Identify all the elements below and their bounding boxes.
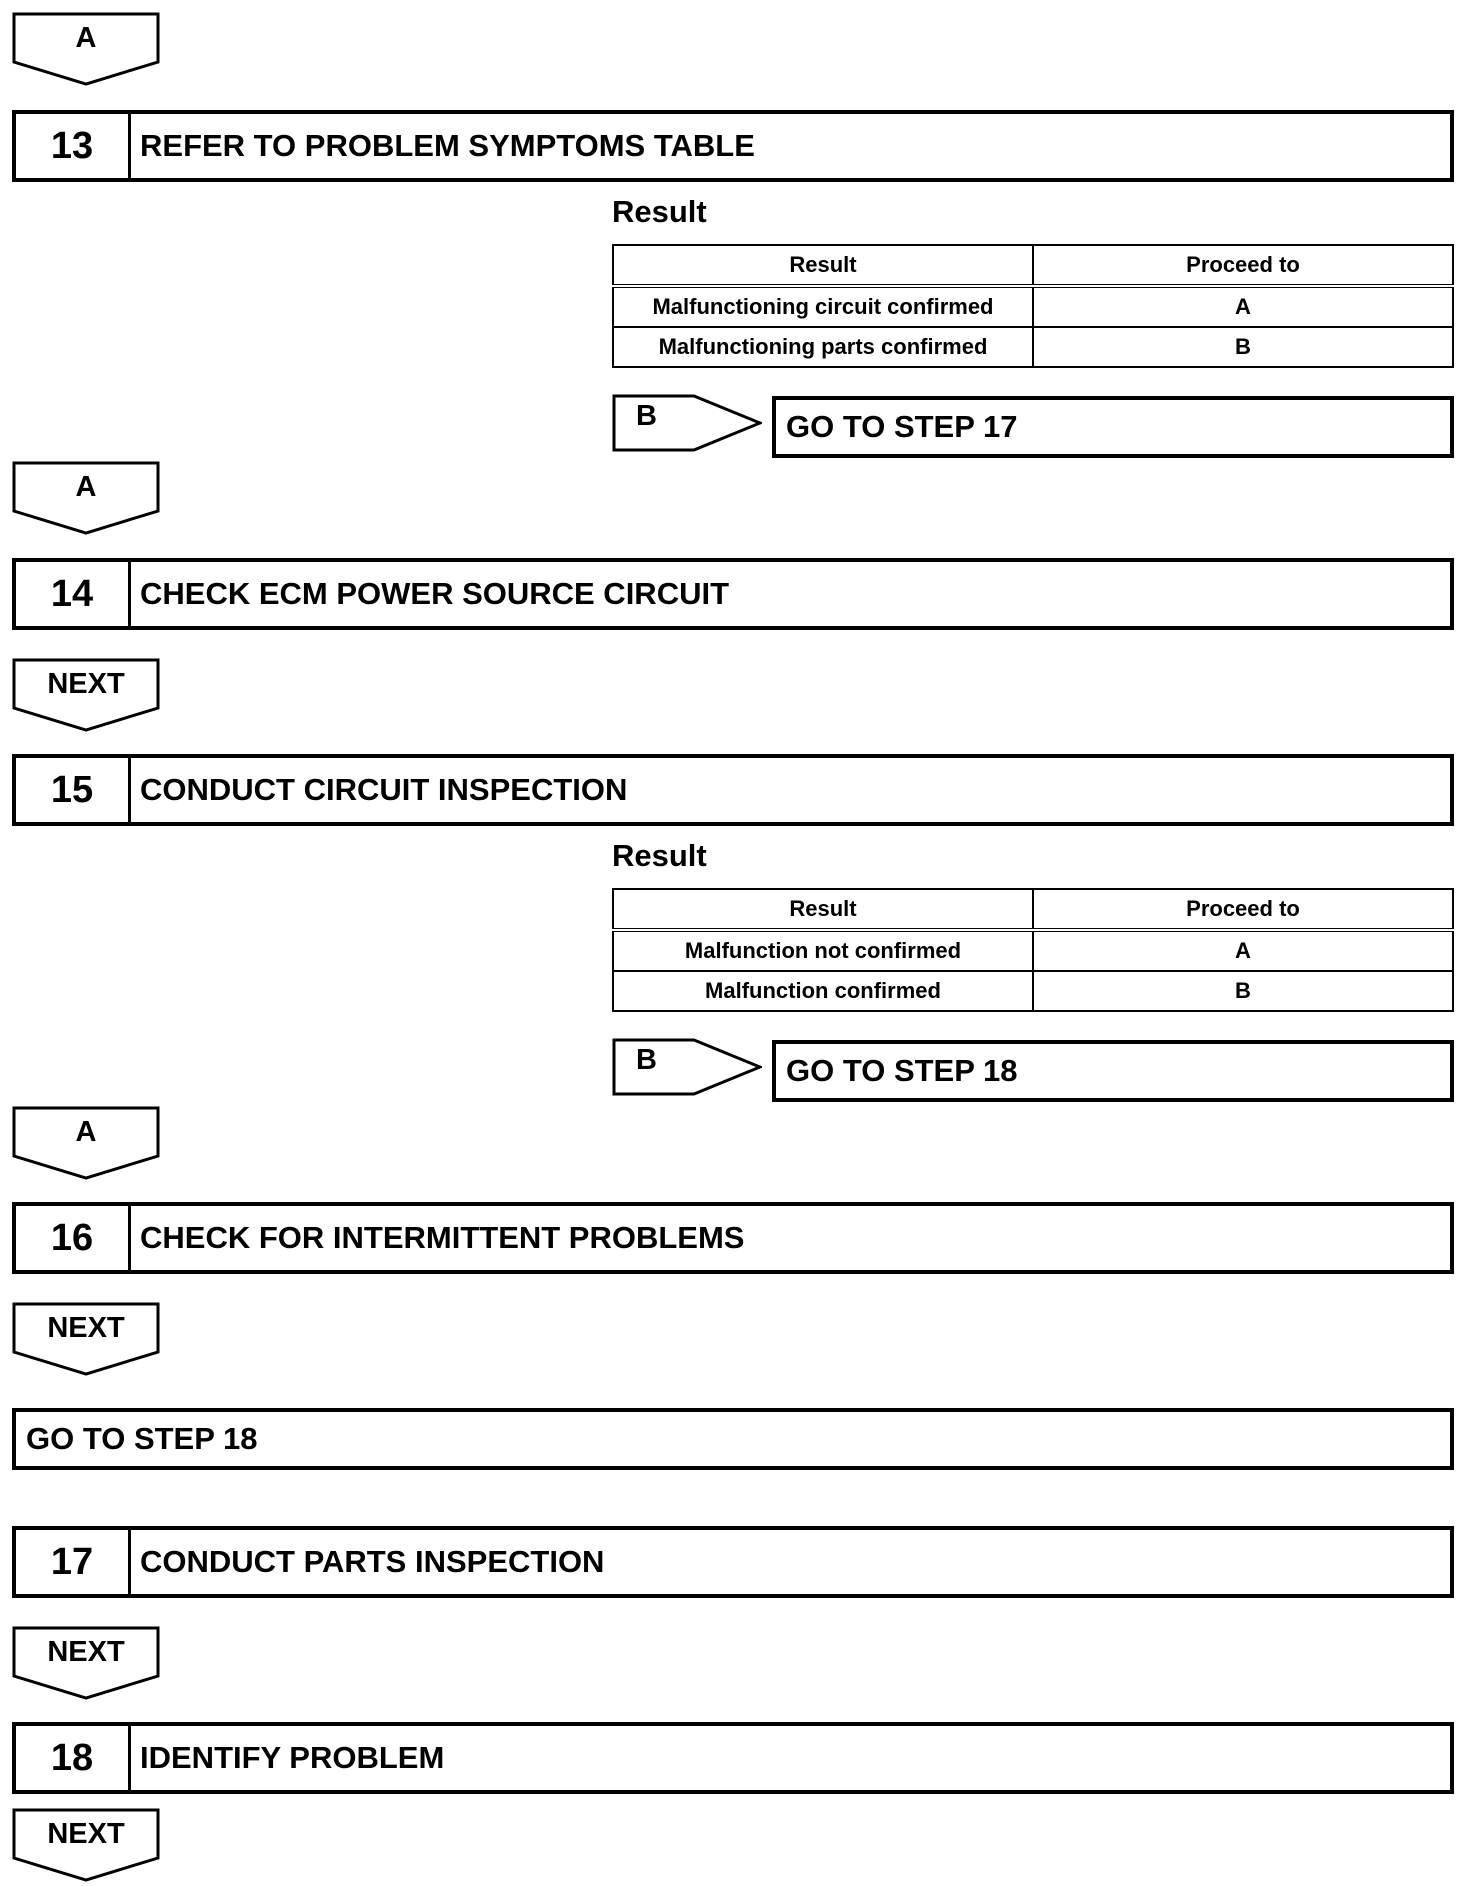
step-17-box [12,1526,1454,1598]
result-label: Result [612,838,707,873]
step-number: 18 [16,1726,131,1790]
header-proceed-to: Proceed to [1033,889,1453,930]
step-title: IDENTIFY PROBLEM [140,1740,445,1775]
proceed-cell: B [1033,971,1453,1011]
proceed-cell: A [1033,286,1453,327]
step-title: CONDUCT PARTS INSPECTION [140,1544,605,1579]
next-marker [12,1626,160,1700]
result-table-15 [612,888,1454,1012]
proceed-marker-a [12,461,160,535]
goto-step-18-box: GO TO STEP 18 [12,1408,1454,1470]
next-marker [12,658,160,732]
header-result: Result [613,889,1033,930]
table-row [613,930,1453,971]
goto-step-17-box: GO TO STEP 17 [772,396,1454,458]
marker-label: NEXT [47,668,125,700]
proceed-cell: A [1033,930,1453,971]
marker-label: NEXT [47,1312,125,1344]
marker-label: A [75,471,97,503]
step-number: 15 [16,758,131,822]
branch-marker-b [612,1038,762,1096]
step-14-box [12,558,1454,630]
next-marker [12,1808,160,1882]
marker-label: NEXT [47,1818,125,1850]
step-15-box [12,754,1454,826]
branch-label: B [636,1044,657,1076]
result-cell: Malfunctioning parts confirmed [613,327,1033,367]
result-cell: Malfunctioning circuit confirmed [613,286,1033,327]
header-proceed-to: Proceed to [1033,245,1453,286]
result-cell: Malfunction confirmed [613,971,1033,1011]
table-header-row [613,889,1453,930]
proceed-marker-a [12,1106,160,1180]
chevron-right-icon [612,394,762,452]
marker-label: NEXT [47,1636,125,1668]
table-row [613,286,1453,327]
step-18-box [12,1722,1454,1794]
step-number: 17 [16,1530,131,1594]
step-title: CHECK FOR INTERMITTENT PROBLEMS [140,1220,745,1255]
result-cell: Malfunction not confirmed [613,930,1033,971]
table-header-row [613,245,1453,286]
goto-step-18-box: GO TO STEP 18 [772,1040,1454,1102]
step-number: 14 [16,562,131,626]
marker-label: A [75,1116,97,1148]
step-title: CONDUCT CIRCUIT INSPECTION [140,772,628,807]
result-table-13 [612,244,1454,368]
step-number: 16 [16,1206,131,1270]
step-13-box [12,110,1454,182]
step-title: CHECK ECM POWER SOURCE CIRCUIT [140,576,730,611]
branch-label: B [636,400,657,432]
proceed-cell: B [1033,327,1453,367]
next-marker [12,1302,160,1376]
step-number: 13 [16,114,131,178]
result-label: Result [612,194,707,229]
header-result: Result [613,245,1033,286]
table-row [613,971,1453,1011]
branch-marker-b [612,394,762,452]
marker-label: A [75,22,97,54]
step-title: REFER TO PROBLEM SYMPTOMS TABLE [140,128,755,163]
chevron-right-icon [612,1038,762,1096]
step-16-box [12,1202,1454,1274]
proceed-marker-a [12,12,160,86]
table-row [613,327,1453,367]
